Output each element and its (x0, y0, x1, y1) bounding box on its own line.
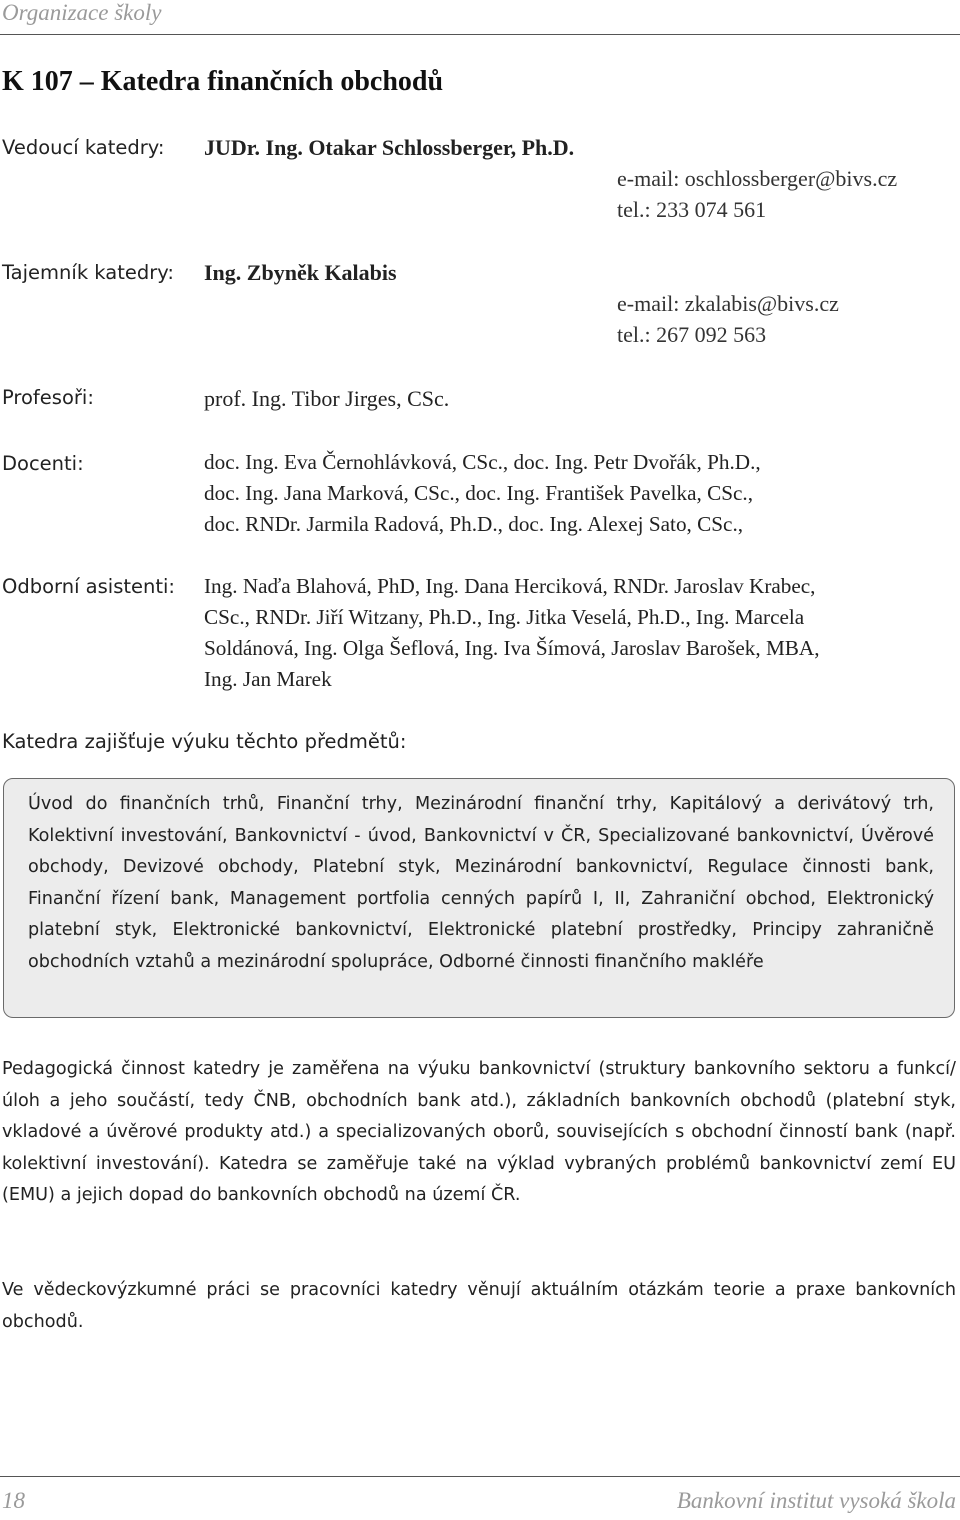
page-number: 18 (2, 1488, 25, 1513)
page-title: K 107 – Katedra finančních obchodů (2, 66, 444, 97)
footer-divider (0, 1476, 960, 1477)
assistants-line: Ing. Jan Marek (204, 667, 332, 691)
professors-list: prof. Ing. Tibor Jirges, CSc. (204, 386, 450, 411)
header-divider (0, 34, 960, 35)
head-name: JUDr. Ing. Otakar Schlossberger, Ph.D. (204, 135, 575, 160)
assistants-line: Ing. Naďa Blahová, PhD, Ing. Dana Herciková, RNDr. Jaroslav Krabec, (204, 574, 816, 598)
docents-line: doc. Ing. Eva Černohlávková, CSc., doc. Ing. Petr Dvořák, Ph.D., (204, 450, 761, 474)
paragraph-teaching: Pedagogická činnost katedry je zaměřena na výuku bankovnictví (struktury bankovního sektoru a funkcí/úloh a jeho součástí, tedy ČNB, obchodních bank atd.), základních bankovních obchodů (platební styk, vkladové a úvěrové produkty atd.) a specializovaných oborů, souvisejících s obchodní činností bank (např. kolektivní investování). Katedra se zaměřuje také na výklad vybraných problémů bankovnictví zemí EU (EMU) a jejich dopad do bankovních obchodů na území ČR. (2, 1059, 956, 1205)
professors-label: Profesoři: (2, 386, 94, 409)
secretary-name: Ing. Zbyněk Kalabis (204, 260, 397, 285)
secretary-phone: tel.: 267 092 563 (617, 322, 767, 347)
docents-line: doc. Ing. Jana Marková, CSc., doc. Ing. František Pavelka, CSc., (204, 481, 754, 505)
docents-label: Docenti: (2, 452, 84, 475)
subjects-box (3, 778, 955, 1018)
secretary-email: e-mail: zkalabis@bivs.cz (617, 291, 839, 316)
docents-list (204, 447, 956, 540)
running-foot: Bankovní institut vysoká škola (676, 1488, 956, 1513)
paragraph-research: Ve vědeckovýzkumné práci se pracovníci katedry věnují aktuálním otázkám teorie a praxe bankovních obchodů. (2, 1280, 956, 1332)
head-email: e-mail: oschlossberger@bivs.cz (617, 166, 898, 191)
running-head: Organizace školy (2, 0, 162, 25)
head-phone: tel.: 233 074 561 (617, 197, 767, 222)
subjects-heading: Katedra zajišťuje výuku těchto předmětů: (2, 730, 407, 753)
assistants-list (204, 571, 956, 695)
docents-line: doc. RNDr. Jarmila Radová, Ph.D., doc. Ing. Alexej Sato, CSc., (204, 512, 744, 536)
secretary-label: Tajemník katedry: (2, 261, 174, 284)
head-label: Vedoucí katedry: (2, 136, 165, 159)
subjects-text: Úvod do finančních trhů, Finanční trhy, Mezinárodní finanční trhy, Kapitálový a derivátový trh, Kolektivní investování, Bankovnictví - úvod, Bankovnictví v ČR, Specializované bankovnictví, Úvěrové obchody, Devizové obchody, Platební styk, Mezinárodní bankovnictví, Regulace činnosti bank, Finanční řízení bank, Management portfolia cenných papírů I, II, Zahraniční obchod, Elektronický platební styk, Elektronické bankovnictví, Elektronické platební prostředky, Principy zahraničně obchodních vztahů a mezinárodní spolupráce, Odborné činnosti finančního makléře (28, 794, 934, 972)
assistants-line: CSc., RNDr. Jiří Witzany, Ph.D., Ing. Jitka Veselá, Ph.D., Ing. Marcela (204, 605, 805, 629)
assistants-label: Odborní asistenti: (2, 575, 176, 598)
assistants-line: Soldánová, Ing. Olga Šeflová, Ing. Iva Šímová, Jaroslav Barošek, MBA, (204, 636, 820, 660)
